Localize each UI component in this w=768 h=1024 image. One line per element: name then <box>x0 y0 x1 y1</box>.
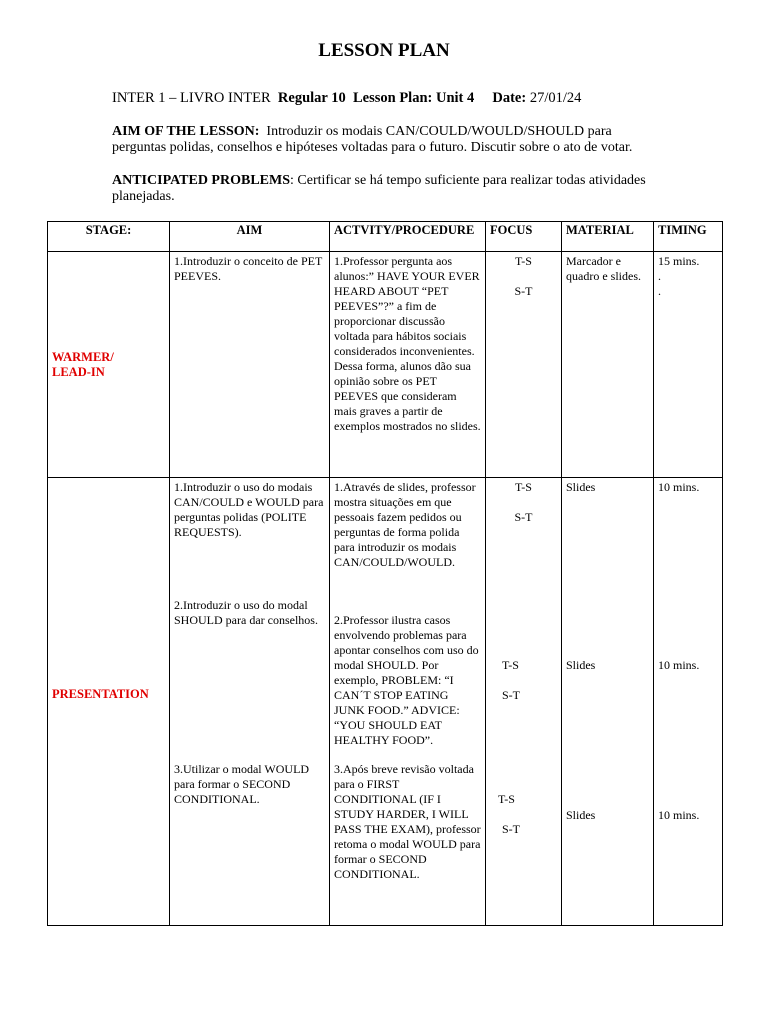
table-row-warmer <box>48 252 723 478</box>
material-presentation-1: Slides <box>566 480 596 494</box>
table-header-row <box>48 222 723 252</box>
focus-presentation-2a: T-S <box>502 658 519 672</box>
aim-cell-presentation <box>170 478 330 926</box>
focus-presentation-2b: S-T <box>502 688 520 702</box>
timing-presentation-1: 10 mins. <box>658 480 700 494</box>
aim-presentation-2: 2.Introduzir o uso do modal SHOULD para dar conselhos. <box>174 598 318 627</box>
focus-presentation-1a: T-S <box>515 480 532 494</box>
date-value: 27/01/24 <box>529 90 582 106</box>
header-timing: TIMING <box>654 222 723 252</box>
header-focus: FOCUS <box>486 222 562 252</box>
lesson-plan-table <box>47 221 723 926</box>
activity-warmer: 1.Professor pergunta aos alunos:” HAVE YOUR EVER HEARD ABOUT “PET PEEVES”?” a fim de proporcionar discussão voltada para hábitos sociais considerados inconvenientes. Dessa forma, alunos dão sua opinião sobre os PET PEEVES que consideram mais graves a partir de exemplos mostrados no slides. <box>334 254 481 433</box>
focus-presentation-3b: S-T <box>502 822 520 836</box>
activity-presentation-1: 1.Através de slides, professor mostra situações em que pessoais fazem pedidos ou perguntas de forma polida para introduzir os modais CAN/COULD/WOULD. <box>334 480 476 569</box>
header-aim: AIM <box>170 222 330 252</box>
focus-warmer-1: T-S <box>515 254 532 268</box>
stage-cell-warmer <box>48 252 170 478</box>
timing-cell-presentation <box>654 478 723 926</box>
timing-presentation-2: 10 mins. <box>658 658 700 672</box>
problems-label: ANTICIPATED PROBLEMS <box>112 173 291 188</box>
header-line <box>112 90 652 106</box>
aim-cell-warmer <box>170 252 330 478</box>
stage-presentation: PRESENTATION <box>52 687 149 701</box>
material-presentation-3: Slides <box>566 808 596 822</box>
timing-warmer: 15 mins. <box>658 254 700 268</box>
stage-cell-presentation <box>48 478 170 926</box>
aim-label: AIM OF THE LESSON: <box>112 124 260 139</box>
header-activity: ACTVITY/PROCEDURE <box>330 222 486 252</box>
focus-presentation-1b: S-T <box>514 510 533 524</box>
regular-label: Regular 10 <box>277 90 346 106</box>
date-label: Date: <box>492 90 527 106</box>
timing-warmer-dot-2: . <box>658 284 661 298</box>
material-presentation-2: Slides <box>566 658 596 672</box>
header-stage: STAGE: <box>48 222 170 252</box>
timing-warmer-dot-1: . <box>658 269 661 283</box>
aim-warmer: 1.Introduzir o conceito de PET PEEVES. <box>174 254 323 283</box>
material-warmer: Marcador e quadro e slides. <box>566 254 641 283</box>
header-material: MATERIAL <box>562 222 654 252</box>
course-name: INTER 1 – LIVRO INTER <box>112 90 271 106</box>
lesson-plan-label: Lesson Plan: Unit 4 <box>352 90 475 106</box>
aim-text: Introduzir os modais CAN/COULD/WOULD/SHOULD para perguntas polidas, conselhos e hipóteses voltadas para o futuro. Discutir sobre o ato de votar. <box>112 124 633 155</box>
focus-cell-presentation <box>486 478 562 926</box>
aim-presentation-3: 3.Utilizar o modal WOULD para formar o SECOND CONDITIONAL. <box>174 762 310 806</box>
activity-cell-presentation <box>330 478 486 926</box>
activity-presentation-3: 3.Após breve revisão voltada para o FIRST CONDITIONAL (IF I STUDY HARDER, I WILL PASS THE EXAM), professor retoma o modal WOULD para formar o SECOND CONDITIONAL. <box>334 762 481 881</box>
timing-presentation-3: 10 mins. <box>658 808 700 822</box>
timing-cell-warmer <box>654 252 723 478</box>
focus-presentation-3a: T-S <box>498 792 515 806</box>
aim-paragraph <box>112 124 652 156</box>
focus-warmer-2: S-T <box>514 284 533 298</box>
page-title: LESSON PLAN <box>318 40 450 61</box>
focus-cell-warmer <box>486 252 562 478</box>
problems-paragraph <box>112 173 652 205</box>
material-cell-presentation <box>562 478 654 926</box>
stage-warmer: WARMER/ LEAD-IN <box>52 349 114 379</box>
problems-text: : Certificar se há tempo suficiente para realizar todas atividades planejadas. <box>112 173 646 204</box>
aim-presentation-1: 1.Introduzir o uso do modais CAN/COULD e WOULD para perguntas polidas (POLITE REQUESTS). <box>174 480 324 539</box>
material-cell-warmer <box>562 252 654 478</box>
activity-presentation-2: 2.Professor ilustra casos envolvendo problemas para apontar conselhos com uso do modal SHOULD. Por exemplo, PROBLEM: “I CAN´T STOP EATING JUNK FOOD.” ADVICE: “YOU SHOULD EAT HEALTHY FOOD”. <box>334 613 479 747</box>
activity-cell-warmer <box>330 252 486 478</box>
table-row-presentation <box>48 478 723 926</box>
